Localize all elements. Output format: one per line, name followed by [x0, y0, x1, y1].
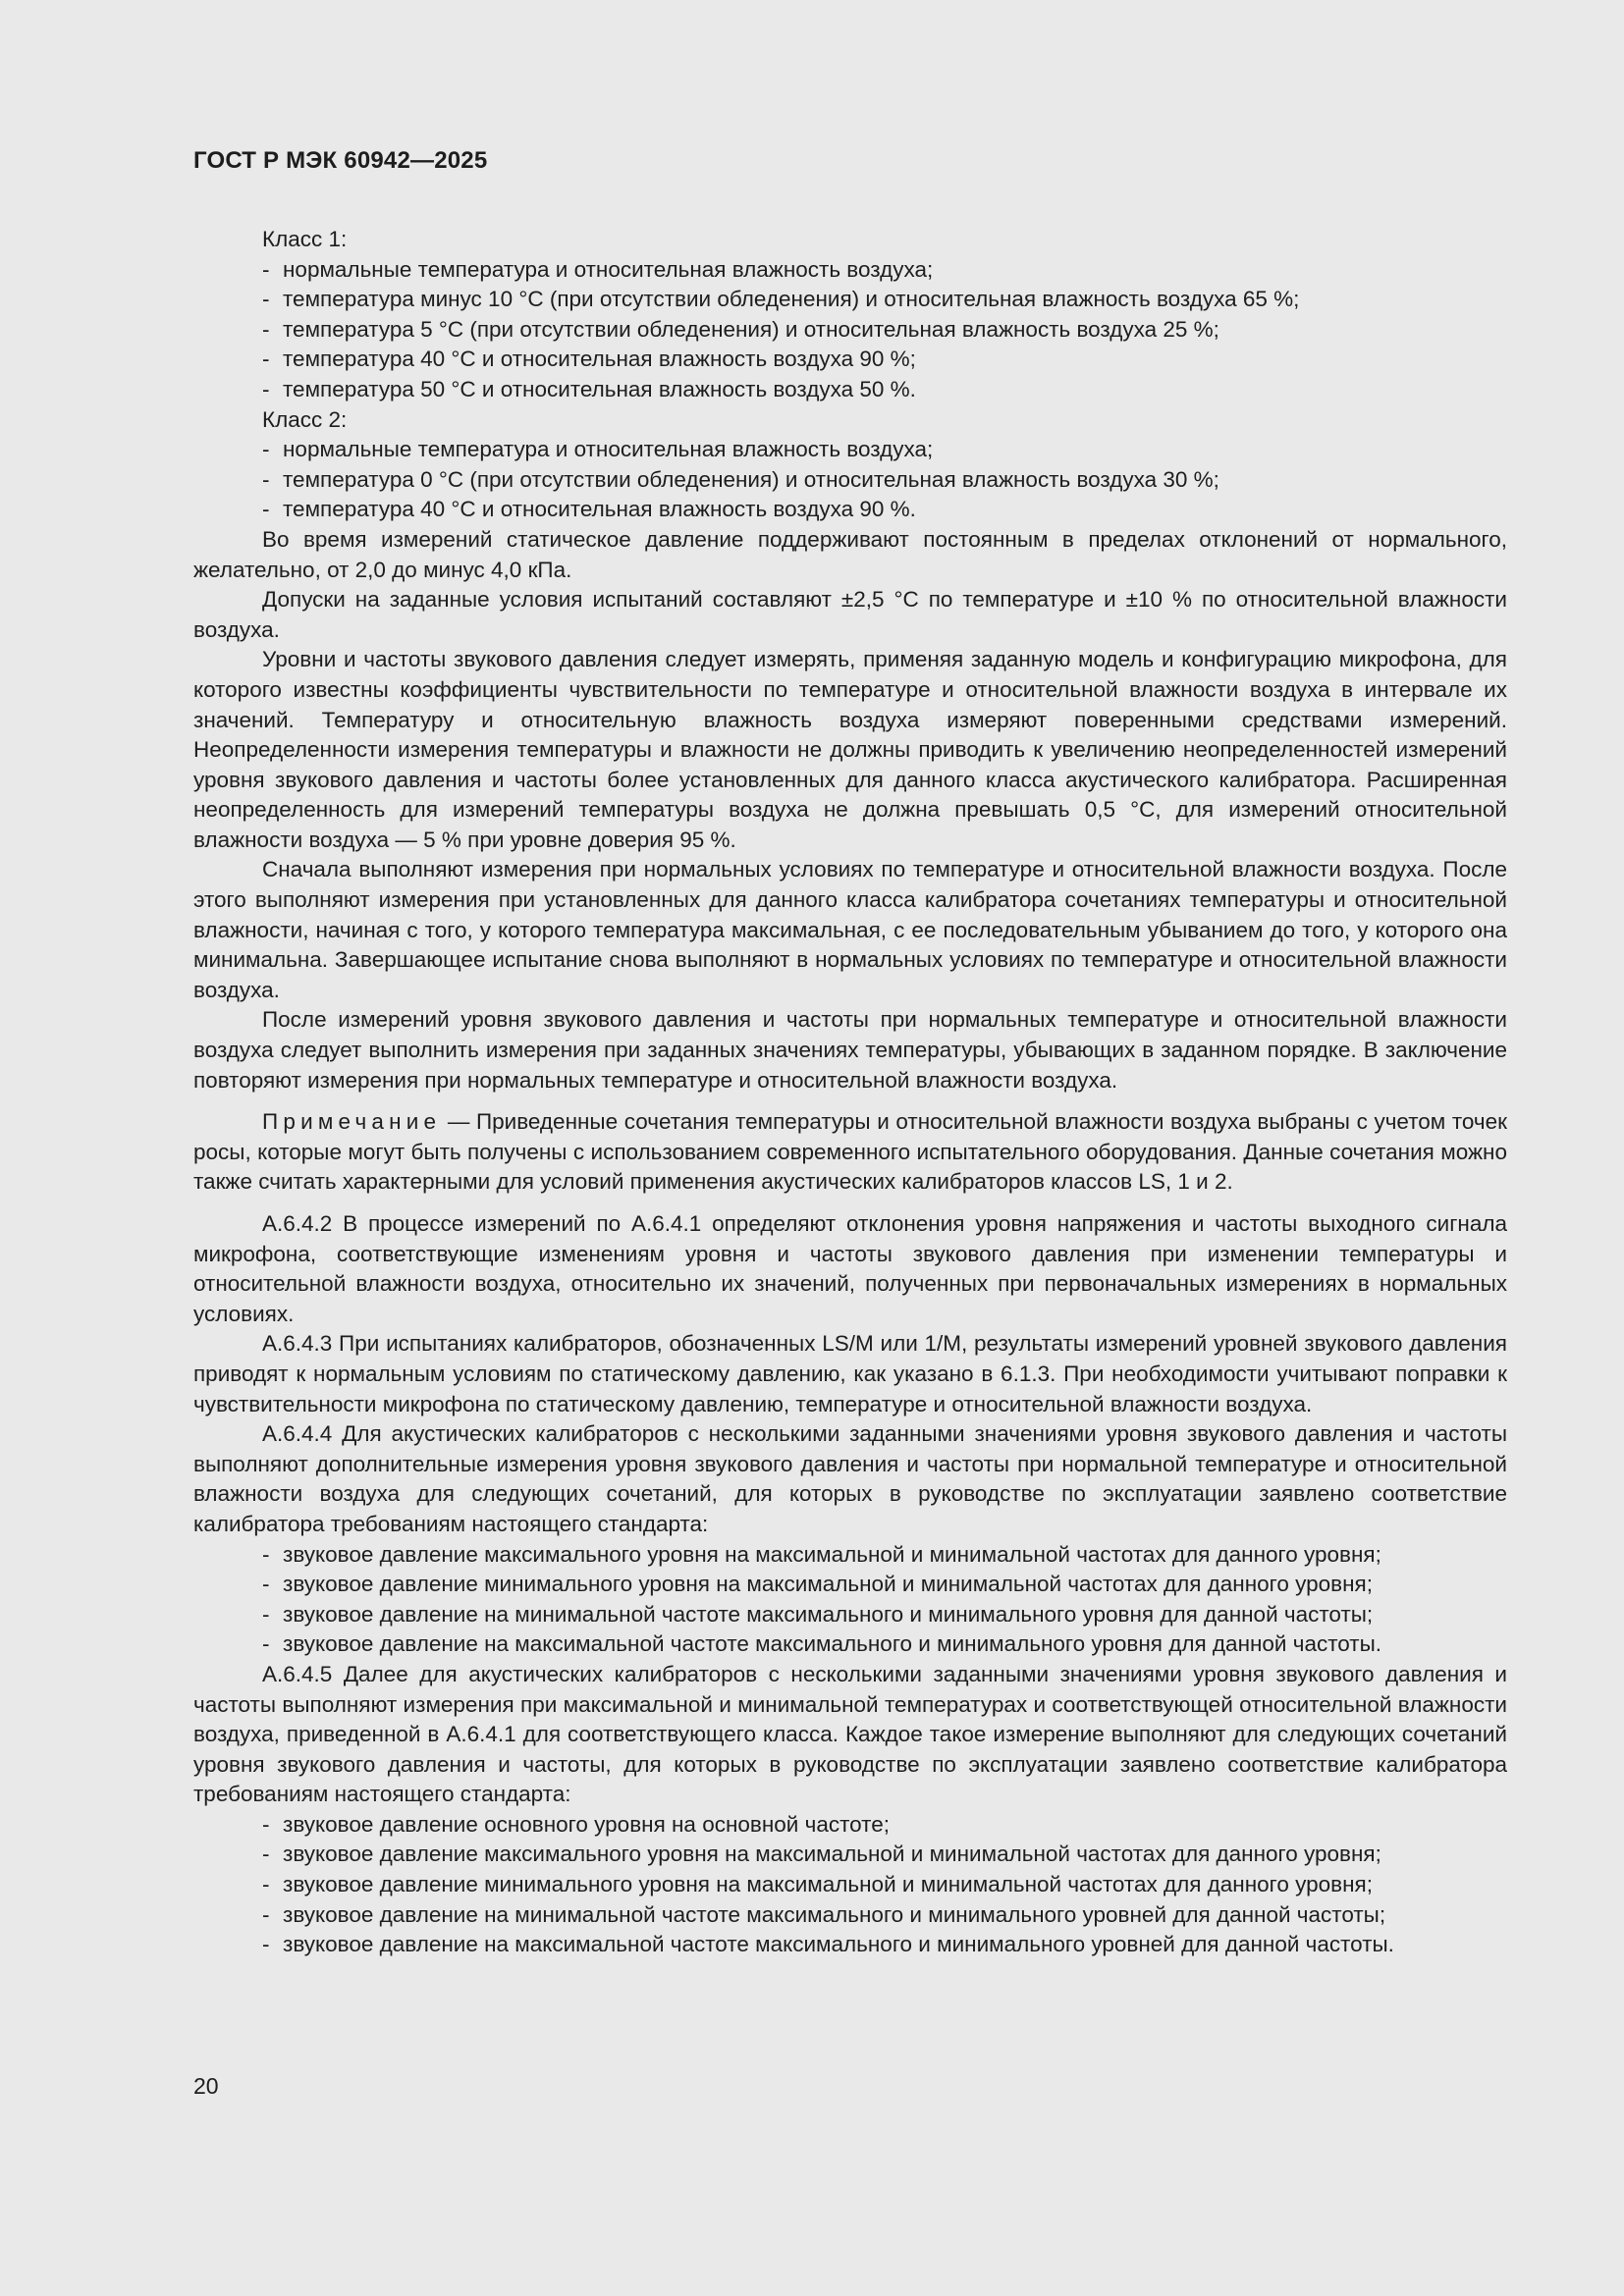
list-item-text: температура минус 10 °С (при отсутствии обледенения) и относительная влажность воздуха 65 %; [283, 287, 1300, 312]
dash-marker: - [262, 376, 270, 401]
paragraph-after-measurements: После измерений уровня звукового давления и частоты при нормальных температуре и относительной влажности воздуха следует выполнить измерения при заданных значениях температуры, убывающих в заданном порядке. В заключение повторяют измерения при нормальных температуре и относительной влажности воздуха. [193, 1007, 1507, 1093]
list-item-text: звуковое давление максимального уровня на максимальной и минимальной частотах для данного уровня; [283, 1842, 1381, 1867]
dash-marker: - [262, 497, 270, 522]
list-item-text: звуковое давление минимального уровня на максимальной и минимальной частотах для данного уровня; [283, 1572, 1373, 1597]
dash-marker: - [262, 1601, 270, 1627]
list-item [193, 495, 1507, 525]
page-number: 20 [193, 2073, 219, 2099]
dash-marker: - [262, 1631, 270, 1657]
paragraph-pressure: Во время измерений статическое давление поддерживают постоянным в пределах отклонений от нормального, желательно, от 2,0 до минус 4,0 кПа. [193, 526, 1507, 582]
page-content [193, 225, 1507, 1960]
list-item [193, 1600, 1507, 1630]
dash-marker: - [262, 466, 270, 492]
dash-marker: - [262, 256, 270, 282]
list-item-text: температура 5 °С (при отсутствии обледенения) и относительная влажность воздуха 25 %; [283, 316, 1219, 342]
note-label: Примечание [262, 1109, 442, 1135]
dash-marker: - [262, 1541, 270, 1567]
list-item [193, 1629, 1507, 1660]
list-item-text: звуковое давление основного уровня на основной частоте; [283, 1811, 890, 1837]
list-item [193, 345, 1507, 375]
section-a645: А.6.4.5 Далее для акустических калибраторов с несколькими заданными значениями уровня звукового давления и частоты выполняют измерения при максимальной и минимальной температурах и соответствующей относительной влажности воздуха, приведенной в А.6.4.1 для соответствующего класса. Каждое такое измерение выполняют для следующих сочетаний уровня звукового давления и частоты, для которых в руководстве по эксплуатации заявлено соответствие калибратора требованиям настоящего стандарта: [193, 1661, 1507, 1807]
list-item [193, 1810, 1507, 1841]
class1-heading: Класс 1: [262, 227, 348, 251]
list-item [193, 1870, 1507, 1900]
class2-heading: Класс 2: [262, 406, 348, 432]
list-item [193, 1930, 1507, 1960]
note-paragraph [193, 1107, 1507, 1198]
list-item-text: температура 40 °С и относительная влажность воздуха 90 %. [283, 497, 916, 522]
list-item [193, 255, 1507, 286]
list-item-text: температура 40 °С и относительная влажность воздуха 90 %; [283, 347, 916, 372]
paragraph-first-measurements: Сначала выполняют измерения при нормальных условиях по температуре и относительной влажности воздуха. После этого выполняют измерения при установленных для данного класса калибратора сочетаниях температуры и относительной влажности, начиная с того, у которого температура максимальная, с ее последовательным убыванием до того, у которого она минимальна. Завершающее испытание снова выполняют в нормальных условиях по температуре и относительной влажности воздуха. [193, 857, 1507, 1002]
list-item-text: звуковое давление на максимальной частоте максимального и минимального уровней для данной частоты. [283, 1932, 1394, 1957]
list-item [193, 1570, 1507, 1600]
dash-marker: - [262, 1572, 270, 1597]
note-text: — Приведенные сочетания температуры и относительной влажности воздуха выбраны с учетом точек росы, которые могут быть получены с использованием современного испытательного оборудования. Данные сочетания можно также считать характерными для условий применения акустических калибраторов классов LS, 1 и 2. [193, 1109, 1507, 1195]
section-a642: А.6.4.2 В процессе измерений по А.6.4.1 определяют отклонения уровня напряжения и частоты выходного сигнала микрофона, соответствующие изменениям уровня и частоты звукового давления при изменении температуры и относительной влажности воздуха, относительно их значений, полученных при первоначальных измерениях в нормальных условиях. [193, 1211, 1507, 1326]
paragraph-levels: Уровни и частоты звукового давления следует измерять, применяя заданную модель и конфигурацию микрофона, для которого известны коэффициенты чувствительности по температуре и относительной влажности воздуха в интервале их значений. Температуру и относительную влажность воздуха измеряют поверенными средствами измерений. Неопределенности измерения температуры и влажности не должны приводить к увеличению неопределенностей измерений уровня звукового давления и частоты более установленных для данного класса акустического калибратора. Расширенная неопределенность для измерений температуры воздуха не должна превышать 0,5 °С, для измерений относительной влажности воздуха — 5 % при уровне доверия 95 %. [193, 647, 1507, 852]
list-item [193, 285, 1507, 315]
dash-marker: - [262, 287, 270, 312]
list-item-text: звуковое давление минимального уровня на максимальной и минимальной частотах для данного уровня; [283, 1872, 1373, 1897]
section-a643: А.6.4.3 При испытаниях калибраторов, обозначенных LS/M или 1/M, результаты измерений уровней звукового давления приводят к нормальным условиям по статическому давлению, как указано в 6.1.3. При необходимости учитывают поправки к чувствительности микрофона по статическому давлению, температуре и относительной влажности воздуха. [193, 1331, 1507, 1416]
dash-marker: - [262, 1842, 270, 1867]
dash-marker: - [262, 347, 270, 372]
dash-marker: - [262, 316, 270, 342]
list-item [193, 1540, 1507, 1571]
list-item-text: звуковое давление на минимальной частоте максимального и минимального уровней для данной частоты; [283, 1901, 1386, 1927]
list-item-text: звуковое давление на минимальной частоте максимального и минимального уровня для данной частоты; [283, 1601, 1374, 1627]
paragraph-tolerance: Допуски на заданные условия испытаний составляют ±2,5 °С по температуре и ±10 % по относительной влажности воздуха. [193, 587, 1507, 642]
list-item [193, 465, 1507, 496]
document-header: ГОСТ Р МЭК 60942—2025 [193, 147, 488, 174]
list-item [193, 315, 1507, 346]
dash-marker: - [262, 1872, 270, 1897]
list-item [193, 375, 1507, 405]
dash-marker: - [262, 1811, 270, 1837]
list-item-text: температура 50 °С и относительная влажность воздуха 50 %. [283, 376, 916, 401]
dash-marker: - [262, 437, 270, 462]
list-item [193, 1900, 1507, 1931]
list-item-text: звуковое давление максимального уровня на максимальной и минимальной частотах для данного уровня; [283, 1541, 1381, 1567]
section-a644: А.6.4.4 Для акустических калибраторов с несколькими заданными значениями уровня звукового давления и частоты выполняют дополнительные измерения уровня звукового давления и частоты при нормальной температуре и относительной влажности воздуха для следующих сочетаний, для которых в руководстве по эксплуатации заявлено соответствие калибратора требованиям настоящего стандарта: [193, 1421, 1507, 1536]
list-item-text: температура 0 °С (при отсутствии обледенения) и относительная влажность воздуха 30 %; [283, 466, 1219, 492]
dash-marker: - [262, 1901, 270, 1927]
list-item [193, 435, 1507, 465]
list-item-text: звуковое давление на максимальной частоте максимального и минимального уровня для данной частоты. [283, 1631, 1382, 1657]
list-item [193, 1840, 1507, 1870]
list-item-text: нормальные температура и относительная влажность воздуха; [283, 437, 934, 462]
dash-marker: - [262, 1932, 270, 1957]
list-item-text: нормальные температура и относительная влажность воздуха; [283, 256, 934, 282]
